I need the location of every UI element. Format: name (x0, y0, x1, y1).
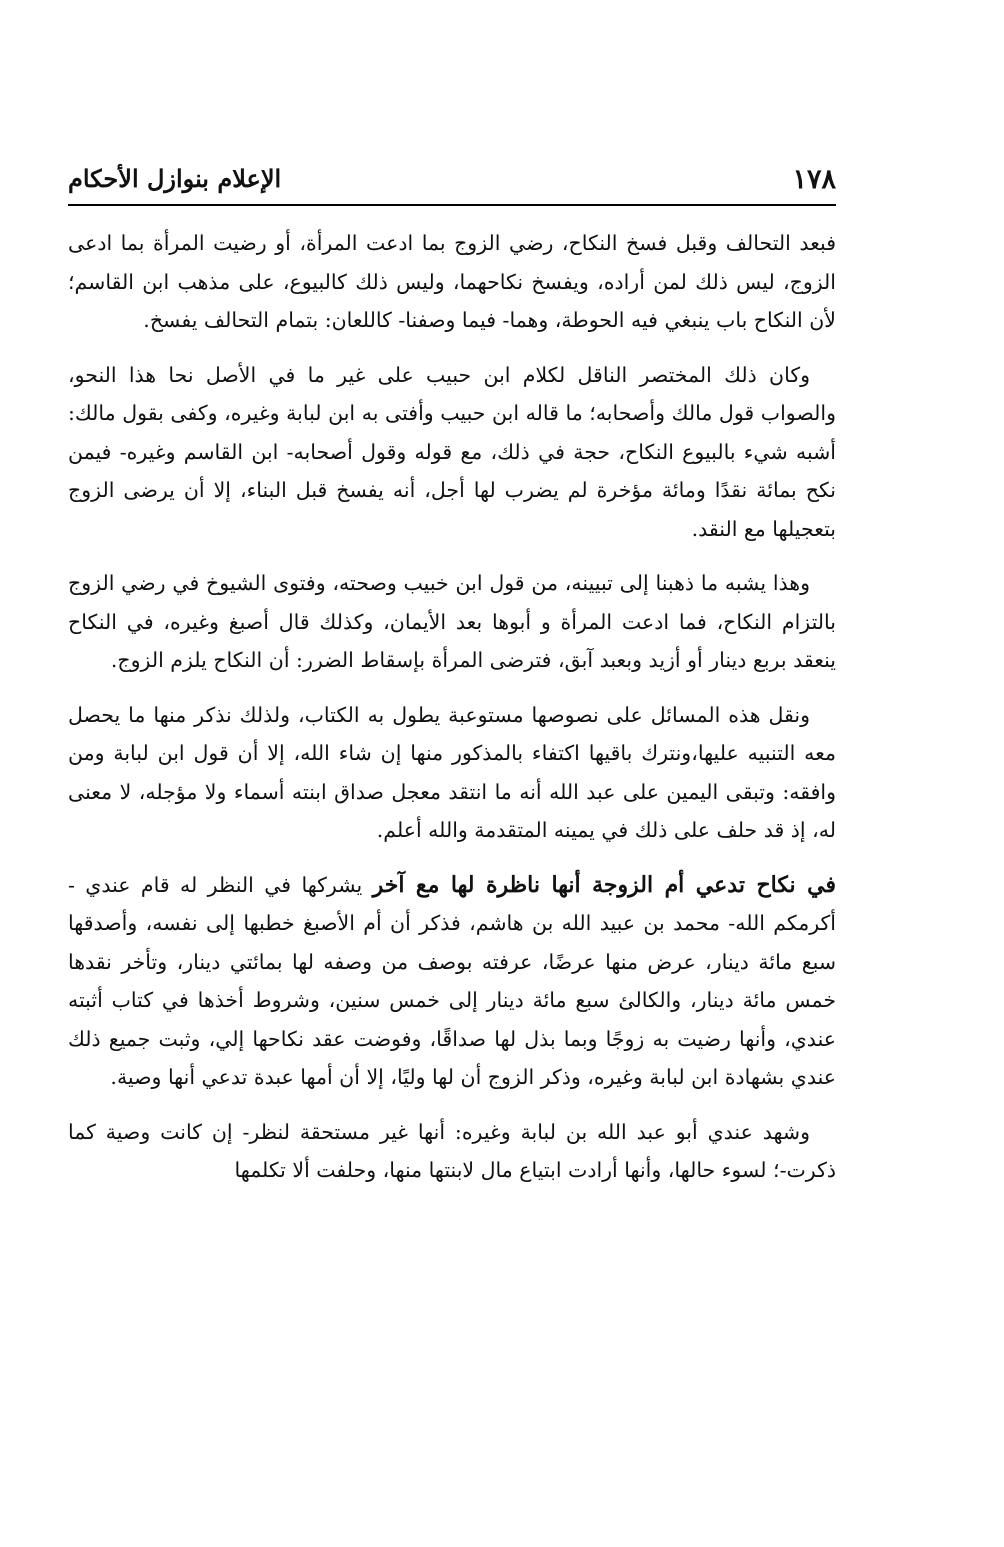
running-title: الإعلام بنوازل الأحكام (68, 164, 282, 193)
section-heading: في نكاح تدعي أم الزوجة أنها ناظرة لها مع آخر (372, 871, 836, 898)
paragraph-6: وشهد عندي أبو عبد الله بن لبابة وغيره: أنها غير مستحقة لنظر- إن كانت وصية كما ذكرت-؛ لسوء حالها، وأنها أرادت ابتياع مال لابنتها منها، وحلفت ألا تكلمها (68, 1119, 836, 1182)
paragraph-5-text: يشركها في النظر له قام عندي - أكرمكم الله- محمد بن عبيد الله بن هاشم، فذكر أن أم الأصبغ خطبها إلى نفسه، وأصدقها سبع مائة دينار، عرض منها عرضًا، عرفته بوصف من وصفه لها بمائتي دينار، وتأخر نقدها خمس مائة دينار، والكالئ سبع مائة دينار إلى خمس سنين، وشروط أخذها في كتاب أثبته عندي، وأنها رضيت به زوجًا وبما بذل لها صداقًا، وفوضت عقد نكاحها إلي، وثبت جميع ذلك عندي بشهادة ابن لبابة وغيره، وذكر الزوج أن لها وليًا، إلا أن أمها عبدة تدعي أنها وصية. (68, 872, 836, 1089)
page-header (68, 160, 836, 206)
page-body (68, 224, 836, 1190)
paragraph-3: وهذا يشبه ما ذهبنا إلى تبيينه، من قول ابن خبيب وصحته، وفتوى الشيوخ في رضي الزوج بالتزام النكاح، فما ادعت المرأة و أبوها بعد الأيمان، وكذلك قال أصبغ وغيره، في النكاح ينعقد بربع دينار أو أزيد وبعبد آبق، فترضى المرأة بإسقاط الضرر: أن النكاح يلزم الزوج. (68, 571, 836, 672)
book-page (68, 160, 836, 1206)
page-number: ١٧٨ (792, 164, 836, 195)
paragraph-5 (68, 866, 836, 1097)
paragraph-2: وكان ذلك المختصر الناقل لكلام ابن حبيب على غير ما في الأصل نحا هذا النحو، والصواب قول مالك وأصحابه؛ ما قاله ابن حبيب وأفتى به ابن لبابة وغيره، وكفى بقول مالك: أشبه شيء بالبيوع النكاح، حجة في ذلك، مع قوله وقول أصحابه- ابن القاسم وغيره- فيمن نكح بمائة نقدًا ومائة مؤخرة لم يضرب لها أجل، أنه يفسخ قبل البناء، إلا أن يرضى الزوج بتعجيلها مع النقد. (68, 362, 836, 541)
paragraph-4: ونقل هذه المسائل على نصوصها مستوعبة يطول به الكتاب، ولذلك نذكر منها ما يحصل معه التنبيه عليها،ونترك باقيها اكتفاء بالمذكور منها إن شاء الله، إلا أن قول ابن لبابة ومن وافقه: وتبقى اليمين على عبد الله أنه ما انتقد معجل صداق ابنته أسماء ولا مؤجله، لا معنى له، إذ قد حلف على ذلك في يمينه المتقدمة والله أعلم. (68, 702, 836, 842)
paragraph-1: فبعد التحالف وقبل فسخ النكاح، رضي الزوج بما ادعت المرأة، أو رضيت المرأة بما ادعى الزوج، ليس ذلك لمن أراده، ويفسخ نكاحهما، وليس ذلك كالبيوع، على مذهب ابن القاسم؛ لأن النكاح باب ينبغي فيه الحوطة، وهما- فيما وصفنا- كاللعان: بتمام التحالف يفسخ. (68, 231, 836, 332)
